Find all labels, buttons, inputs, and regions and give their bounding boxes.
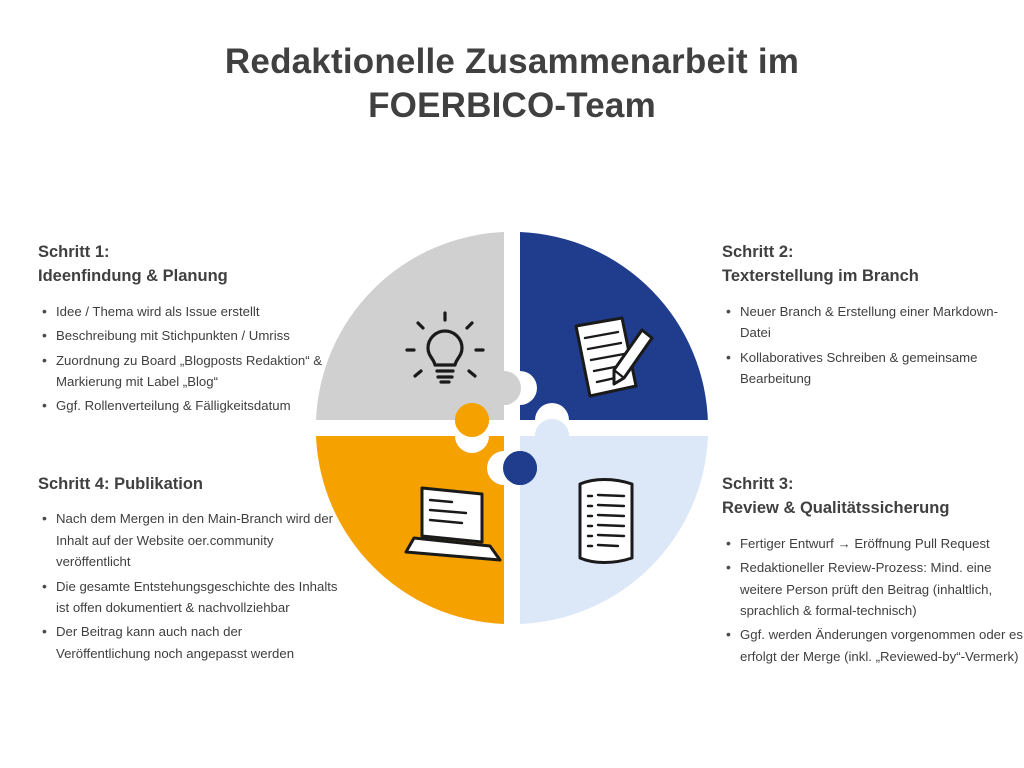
step-2-block xyxy=(722,240,1022,392)
list-item: • Die gesamte Entstehungsgeschichte des Inhalts ist offen dokumentiert & nachvollziehbar xyxy=(56,576,338,619)
step-4-block xyxy=(38,472,338,667)
list-item: • Kollaboratives Schreiben & gemeinsame Bearbeitung xyxy=(740,347,1022,390)
list-item: • Redaktioneller Review-Prozess: Mind. eine weitere Person prüft den Beitrag (inhaltlich, sprachlich & formal-technisch) xyxy=(740,557,1024,621)
puzzle-knob-2b xyxy=(503,451,537,485)
step-4-heading xyxy=(38,472,338,496)
step-4-list xyxy=(38,508,338,664)
step-1-heading xyxy=(38,240,338,289)
step-1-block xyxy=(38,240,338,420)
step-3-list xyxy=(722,533,1024,667)
list-item: • Zuordnung zu Board „Blogposts Redaktion“ & Markierung mit Label „Blog“ xyxy=(56,350,338,393)
step-3-heading-line-1: Schritt 3: xyxy=(722,475,794,493)
step-1-list xyxy=(38,301,338,417)
step-1-heading-line-2: Ideenfindung & Planung xyxy=(38,267,228,286)
step-3-block xyxy=(722,472,1024,670)
puzzle-knob-3b xyxy=(535,419,569,453)
list-item: • Ggf. Rollenverteilung & Fälligkeitsdatum xyxy=(56,395,338,416)
step-2-heading-line-1: Schritt 2: xyxy=(722,243,794,261)
list-item: • Idee / Thema wird als Issue erstellt xyxy=(56,301,338,322)
document-checklist-icon xyxy=(580,480,632,563)
puzzle-knob-1b xyxy=(487,371,521,405)
list-item: • Der Beitrag kann auch nach der Veröffentlichung noch angepasst werden xyxy=(56,621,338,664)
page-title-line-1: Redaktionelle Zusammenarbeit im xyxy=(224,42,800,81)
puzzle-knob-4b xyxy=(455,403,489,437)
list-item: • Ggf. werden Änderungen vorgenommen oder es erfolgt der Merge (inkl. „Reviewed-by“-Vermerk) xyxy=(740,624,1024,667)
step-4-heading-line-1: Schritt 4: Publikation xyxy=(38,475,204,493)
list-item: • Fertiger Entwurf → Eröffnung Pull Request xyxy=(740,533,1024,554)
step-1-heading-line-1: Schritt 1: xyxy=(38,243,110,261)
step-2-list xyxy=(722,301,1022,390)
page-title xyxy=(0,40,1024,128)
list-item: • Beschreibung mit Stichpunkten / Umriss xyxy=(56,325,338,346)
list-item: • Nach dem Mergen in den Main-Branch wird der Inhalt auf der Website oer.community veröffentlicht xyxy=(56,508,338,572)
step-2-heading-line-2: Texterstellung im Branch xyxy=(722,267,919,286)
page-title-line-2: FOERBICO-Team xyxy=(368,85,656,125)
step-3-heading-line-2: Review & Qualitätssicherung xyxy=(722,499,950,518)
puzzle-diagram xyxy=(312,228,712,628)
puzzle-quarter-top-left[interactable] xyxy=(318,234,504,420)
step-3-heading xyxy=(722,472,1024,521)
list-item: • Neuer Branch & Erstellung einer Markdown-Datei xyxy=(740,301,1022,344)
step-2-heading xyxy=(722,240,1022,289)
